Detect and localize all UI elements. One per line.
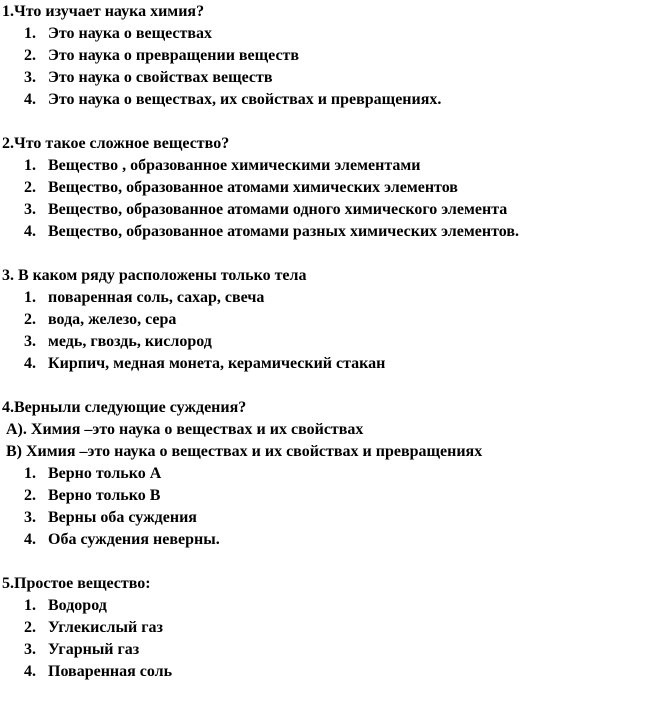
question-2-option-2: 2. Вещество, образованное атомами химических элементов — [24, 179, 458, 196]
question-4-option-3: 3. Верны оба суждения — [24, 509, 197, 526]
question-4-statement-a: А). Химия –это наука о веществах и их свойствах — [6, 421, 364, 438]
question-2-option-4: 4. Вещество, образованное атомами разных химических элементов. — [24, 223, 519, 240]
question-3-option-1: 1. поваренная соль, сахар, свеча — [24, 289, 265, 306]
question-1-title: 1.Что изучает наука химия? — [2, 3, 205, 20]
question-3-option-3: 3. медь, гвоздь, кислород — [24, 333, 212, 350]
question-5-option-3: 3. Угарный газ — [24, 641, 140, 658]
question-3-option-4: 4. Кирпич, медная монета, керамический стакан — [24, 355, 386, 372]
question-5-title: 5.Простое вещество: — [2, 575, 151, 592]
question-4-option-1: 1. Верно только А — [24, 465, 162, 482]
question-2-option-1: 1. Вещество , образованное химическими элементами — [24, 157, 421, 174]
question-5-option-1: 1. Водород — [24, 597, 107, 614]
question-4-option-4: 4. Оба суждения неверны. — [24, 531, 220, 548]
question-2-option-3: 3. Вещество, образованное атомами одного химического элемента — [24, 201, 508, 218]
question-5-option-4: 4. Поваренная соль — [24, 663, 173, 680]
question-1-option-2: 2. Это наука о превращении веществ — [24, 47, 300, 64]
question-4-title: 4.Верныли следующие суждения? — [2, 399, 247, 416]
question-3-option-2: 2. вода, железо, сера — [24, 311, 177, 328]
question-4-statement-b: В) Химия –это наука о веществах и их свойствах и превращениях — [6, 443, 483, 460]
question-4-option-2: 2. Верно только В — [24, 487, 161, 504]
question-2-title: 2.Что такое сложное вещество? — [2, 135, 230, 152]
question-1-option-1: 1. Это наука о веществах — [24, 25, 213, 42]
question-3-title: 3. В каком ряду расположены только тела — [2, 267, 307, 284]
question-1-option-4: 4. Это наука о веществах, их свойствах и превращениях. — [24, 91, 442, 108]
question-5-option-2: 2. Углекислый газ — [24, 619, 163, 636]
question-1-option-3: 3. Это наука о свойствах веществ — [24, 69, 273, 86]
